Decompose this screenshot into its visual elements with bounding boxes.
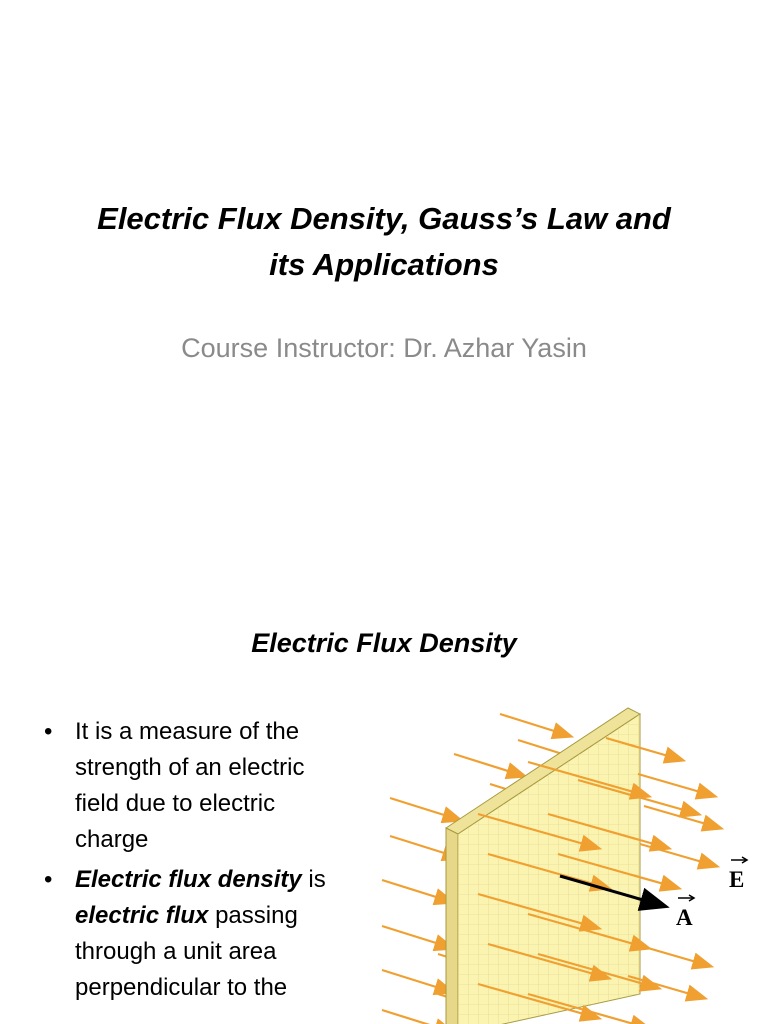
bullet-item xyxy=(42,714,352,858)
bullet-connector: is xyxy=(301,866,326,893)
field-line-arrow xyxy=(634,944,710,966)
presentation-title xyxy=(70,196,698,288)
bullet-item xyxy=(42,862,352,1006)
flat-surface xyxy=(446,708,640,1024)
bullet-glyph: • xyxy=(44,718,53,745)
field-label: E xyxy=(729,867,745,892)
area-label: A xyxy=(676,905,693,930)
label-A xyxy=(676,895,694,930)
field-line-arrow xyxy=(640,844,716,866)
field-line-arrow xyxy=(500,714,570,736)
term-electric-flux: electric flux xyxy=(75,902,209,929)
flux-diagram-svg xyxy=(378,694,768,1024)
title-line-2: its Applications xyxy=(269,247,499,282)
flux-diagram xyxy=(378,694,768,1024)
label-E xyxy=(729,857,747,892)
slide-heading: Electric Flux Density xyxy=(251,628,517,658)
bullet-continuation: passing through a unit area perpendicular to the xyxy=(75,902,298,1001)
field-line-arrow xyxy=(638,774,714,796)
bullet-text xyxy=(75,866,326,1001)
field-line-arrow xyxy=(382,970,452,992)
field-line-arrow xyxy=(390,798,460,820)
term-electric-flux-density: Electric flux density xyxy=(75,866,302,893)
instructor-subtitle: Course Instructor: Dr. Azhar Yasin xyxy=(181,333,587,363)
field-line-arrow xyxy=(382,880,452,902)
field-line-arrow xyxy=(382,1010,452,1024)
title-line-1: Electric Flux Density, Gauss’s Law and xyxy=(97,201,671,236)
field-line-arrow xyxy=(382,926,452,948)
bullet-list xyxy=(42,714,352,1010)
bullet-text: It is a measure of the strength of an electric field due to electric charge xyxy=(75,718,305,853)
bullet-glyph: • xyxy=(44,866,53,893)
content-slide xyxy=(0,576,768,1024)
field-line-arrow xyxy=(454,754,524,776)
